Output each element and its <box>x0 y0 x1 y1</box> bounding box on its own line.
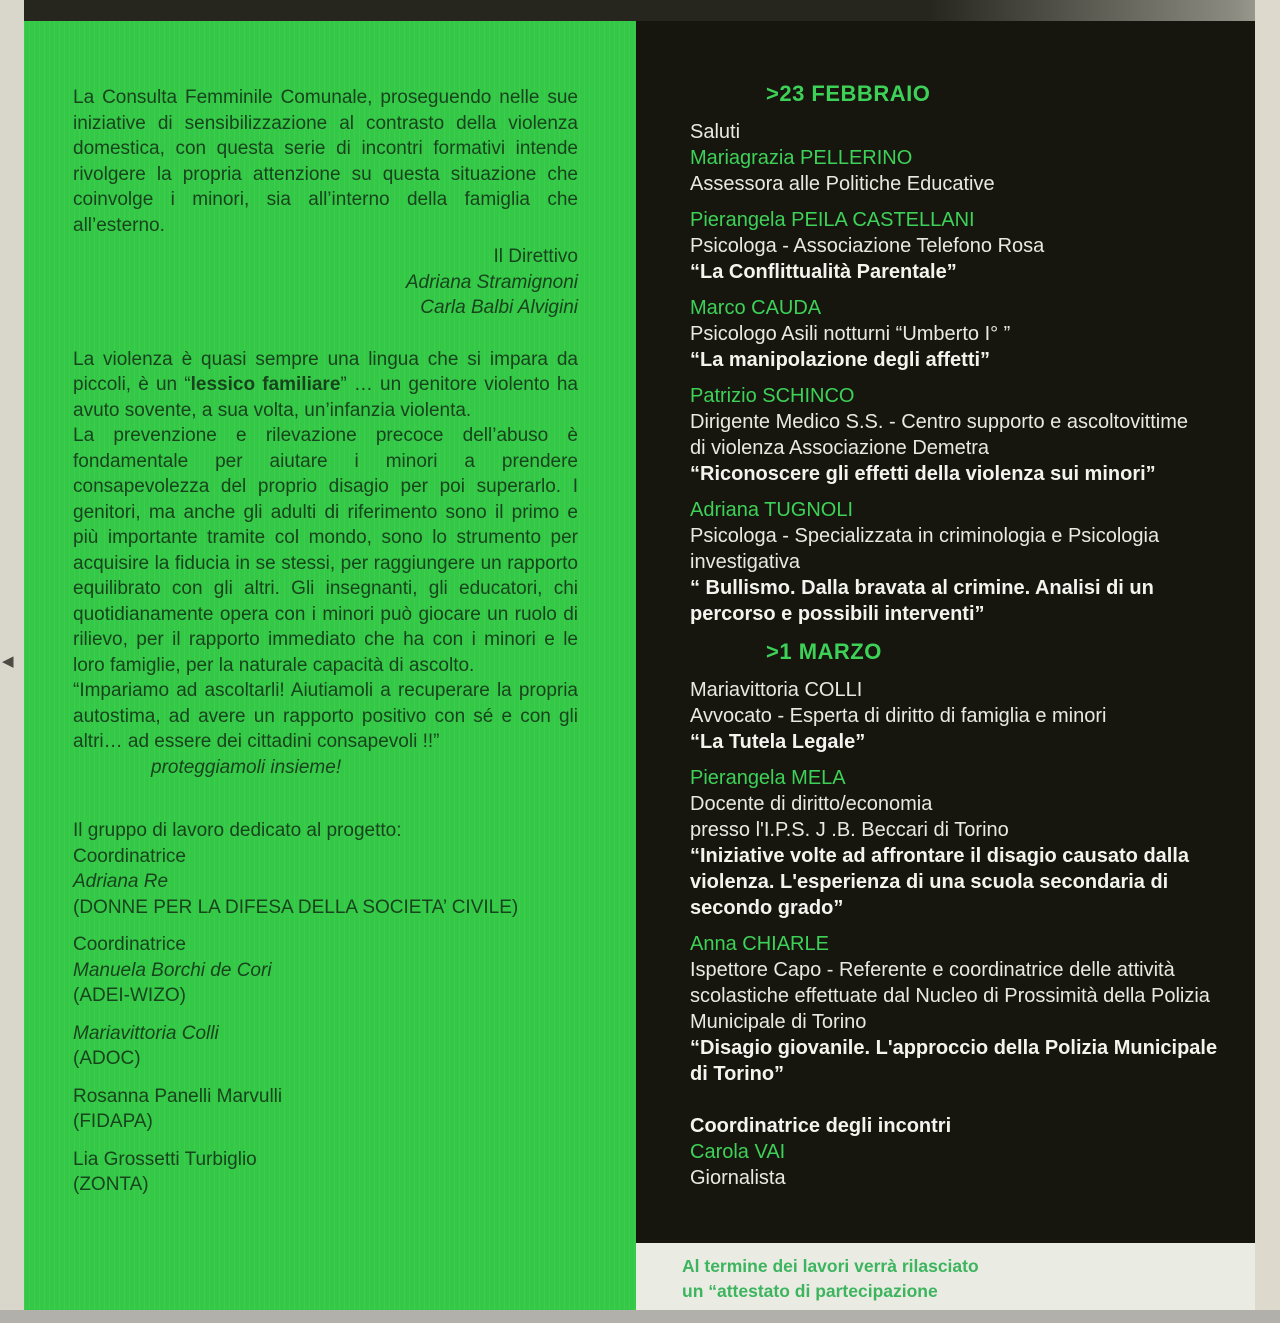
speaker-name: Anna CHIARLE <box>690 933 829 955</box>
workgroup-heading: Il gruppo di lavoro dedicato al progetto: <box>73 820 402 841</box>
talk-title: “La Tutela Legale” <box>690 731 866 753</box>
member-org: (ADEI-WIZO) <box>73 985 186 1006</box>
talk-title: “Disagio giovanile. L'approccio della Polizia Municipale di Torino” <box>690 1037 1218 1085</box>
viewer-left-margin <box>0 0 24 1323</box>
signature-name: Carla Balbi Alvigini <box>420 297 578 318</box>
speaker-name: Patrizio SCHINCO <box>690 385 855 407</box>
viewer-top-edge <box>24 0 1280 21</box>
member-role: Coordinatrice <box>73 845 186 867</box>
certificate-note-box <box>636 1243 1255 1310</box>
speaker-role: Psicologa - Associazione Telefono Rosa <box>690 235 1045 257</box>
speaker-role: di violenza Associazione Demetra <box>690 437 990 459</box>
program-item <box>690 207 1238 285</box>
viewer-bottom-edge <box>0 1310 1280 1323</box>
speaker-name: Mariagrazia PELLERINO <box>690 147 913 169</box>
body1-bold-phrase: lessico familiare <box>190 374 341 395</box>
speaker-role: Docente di diritto/economia <box>690 793 933 815</box>
member-org: (ZONTA) <box>73 1174 149 1195</box>
green-panel-content <box>73 85 578 1210</box>
body-paragraph-1 <box>73 347 578 424</box>
program-content <box>690 81 1238 1191</box>
coordinator-name: Carola VAI <box>690 1141 786 1163</box>
workgroup-member <box>73 1147 578 1198</box>
workgroup-member <box>73 932 578 1009</box>
body1-post: ” … un genitore violento ha avuto sovente, a sua volta, un’infanzia violenta. <box>73 374 578 421</box>
signature-title: Il Direttivo <box>493 246 578 267</box>
member-name: Mariavittoria Colli <box>73 1022 219 1044</box>
speaker-role: investigativa <box>690 551 801 573</box>
talk-title: “La manipolazione degli affetti” <box>690 349 991 371</box>
member-name: Lia Grossetti Turbiglio <box>73 1148 257 1170</box>
workgroup-member <box>73 1021 578 1072</box>
green-panel <box>24 21 636 1310</box>
session-date-feb23: >23 FEBBRAIO <box>766 81 931 106</box>
session-date-mar1: >1 MARZO <box>766 639 882 664</box>
member-name: Manuela Borchi de Cori <box>73 959 272 981</box>
signature-block <box>73 244 578 321</box>
viewer-right-margin <box>1255 0 1280 1323</box>
program-item <box>690 677 1238 755</box>
certificate-note-line1: Al termine dei lavori verrà rilasciato <box>682 1256 979 1276</box>
member-name: Adriana Re <box>73 871 169 892</box>
program-item <box>690 295 1238 373</box>
speaker-name: Mariavittoria COLLI <box>690 679 863 701</box>
speaker-role: Avvocato - Esperta di diritto di famiglia e minori <box>690 705 1107 727</box>
talk-title: “La Conflittualità Parentale” <box>690 261 957 283</box>
motto-line: proteggiamoli insieme! <box>151 756 342 778</box>
workgroup-section <box>73 818 578 1198</box>
signature-name: Adriana Stramignoni <box>405 271 578 293</box>
talk-title: “Iniziative volte ad affrontare il disagio causato dalla violenza. L'esperienza di una scuola secondaria di secondo grado” <box>690 845 1190 919</box>
speaker-role: Ispettore Capo - Referente e coordinatrice delle attività scolastiche effettuate dal Nucleo di Prossimità della Polizia Municipale di Torino <box>690 959 1210 1033</box>
speaker-name: Adriana TUGNOLI <box>690 499 854 521</box>
member-org: (FIDAPA) <box>73 1111 153 1132</box>
speaker-role: Psicologa - Specializzata in criminologia e Psicologia <box>690 525 1160 547</box>
coordinator-label: Coordinatrice degli incontri <box>690 1115 952 1137</box>
speaker-role: Assessora alle Politiche Educative <box>690 173 995 195</box>
talk-title: “ Bullismo. Dalla bravata al crimine. Analisi di un percorso e possibili interventi” <box>690 577 1154 625</box>
program-item <box>690 931 1238 1087</box>
talk-title: “Riconoscere gli effetti della violenza sui minori” <box>690 463 1156 485</box>
body-paragraph-3: “Impariamo ad ascoltarli! Aiutiamoli a recuperare la propria autostima, ad avere un rapporto positivo con sé e con gli altri… ad essere dei cittadini consapevoli !!” <box>73 680 578 752</box>
speaker-role: Psicologo Asili notturni “Umberto I° ” <box>690 323 1011 345</box>
certificate-note-line2: un “attestato di partecipazione <box>682 1281 938 1301</box>
meetings-coordinator-block <box>690 1113 1238 1191</box>
member-name: Rosanna Panelli Marvulli <box>73 1085 283 1107</box>
coordinator-role: Giornalista <box>690 1167 786 1189</box>
member-role: Coordinatrice <box>73 934 186 955</box>
item-label: Saluti <box>690 121 741 143</box>
speaker-role: presso l'I.P.S. J .B. Beccari di Torino <box>690 819 1009 841</box>
member-org: (ADOC) <box>73 1048 141 1069</box>
workgroup-member <box>73 1084 578 1135</box>
body1-pre: La violenza è quasi sempre una lingua che si impara da piccoli, è un “ <box>73 348 578 395</box>
workgroup-member <box>73 844 578 921</box>
body-paragraph-2: La prevenzione e rilevazione precoce dell’abuso è fondamentale per aiutare i minori a prendere consapevolezza del proprio disagio per poi superarlo. I genitori, ma anche gli adulti di riferimento sono il primo e più importante tramite col mondo, sono lo strumento per acquisire la fiducia in se stessi, per raggiungere un rapporto equilibrato con gli altri. Gli insegnanti, gli educatori, chi quotidianamente opera con i minori può giocare un ruolo di rilievo, per il rapporto immediato che ha con i minori e le loro famiglie, per la naturale capacità di ascolto. <box>73 425 578 676</box>
program-item <box>690 119 1238 197</box>
program-panel <box>636 21 1255 1243</box>
speaker-name: Pierangela MELA <box>690 767 846 789</box>
speaker-name: Pierangela PEILA CASTELLANI <box>690 209 975 231</box>
program-item <box>690 765 1238 921</box>
previous-arrow-icon[interactable]: ◀ <box>2 653 14 670</box>
speaker-role: Dirigente Medico S.S. - Centro supporto e ascoltovittime <box>690 411 1188 433</box>
program-item <box>690 497 1238 627</box>
intro-paragraph: La Consulta Femminile Comunale, proseguendo nelle sue iniziative di sensibilizzazione al contrasto della violenza domestica, con questa serie di incontri formativi intende rivolgere la propria attenzione su questa situazione che coinvolge i minori, sia all’interno della famiglia che all’esterno. <box>73 87 578 236</box>
certificate-note <box>636 1243 1255 1304</box>
program-item <box>690 383 1238 487</box>
member-org: (DONNE PER LA DIFESA DELLA SOCIETA’ CIVILE) <box>73 896 519 918</box>
speaker-name: Marco CAUDA <box>690 297 822 319</box>
